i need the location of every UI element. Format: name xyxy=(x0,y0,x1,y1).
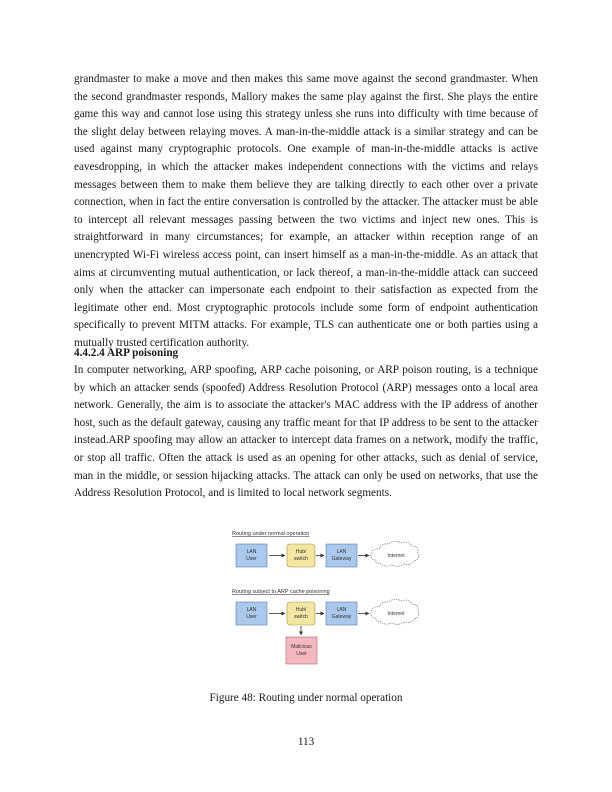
svg-text:User: User xyxy=(246,614,257,620)
malicious-user-box xyxy=(286,637,317,664)
arp-routing-figure xyxy=(226,527,444,675)
lan-user-box-bottom xyxy=(236,602,267,625)
svg-text:LAN: LAN xyxy=(336,549,347,555)
svg-text:User: User xyxy=(296,651,307,657)
svg-text:Internet: Internet xyxy=(387,611,405,617)
section-heading-arp-poisoning: 4.4.2.4 ARP poisoning xyxy=(74,347,179,359)
svg-text:Internet: Internet xyxy=(387,553,405,559)
figure-top-title: Routing under normal operation xyxy=(232,531,310,537)
svg-text:LAN: LAN xyxy=(246,607,257,613)
svg-text:Malicious: Malicious xyxy=(291,644,312,650)
figure-caption: Figure 48: Routing under normal operation xyxy=(209,692,403,704)
svg-text:switch: switch xyxy=(294,614,308,620)
svg-text:LAN: LAN xyxy=(246,549,257,555)
lan-user-box-top xyxy=(236,544,267,567)
internet-cloud-bottom xyxy=(371,599,419,624)
svg-text:Hub/: Hub/ xyxy=(295,607,307,613)
body-paragraph-mitm: grandmaster to make a move and then makes this same move against the second grandmaster. When the second grandmaster responds, Mallory makes the same play against the first. She plays the entire game this way and cannot lose using this strategy unless she runs into difficulty with time because of the slight delay between relaying moves. A man-in-the-middle attack is a similar strategy and can be used against many cryptographic protocols. One example of man-in-the-middle attacks is active eavesdropping, in which the attacker makes independent connections with the victims and relays messages between them to make them believe they are talking directly to each other over a private connection, when in fact the entire conversation is controlled by the attacker. The attacker must be able to intercept all relevant messages passing between the two victims and inject new ones. This is straightforward in many circumstances; for example, an attacker within reception range of an unencrypted Wi-Fi wireless access point, can insert himself as a man-in-the-middle. As an attack that aims at circumventing mutual authentication, or lack thereof, a man-in-the-middle attack can succeed only when the attacker can impersonate each endpoint to their satisfaction as expected from the legitimate other end. Most cryptographic protocols include some form of endpoint authentication specifically to prevent MITM attacks. For example, TLS can authenticate one or both parties using a mutually trusted certification authority. xyxy=(74,73,538,349)
svg-text:Hub/: Hub/ xyxy=(295,549,307,555)
figure-bottom-title: Routing subject to ARP cache poisoning xyxy=(232,589,330,595)
hub-switch-box-bottom xyxy=(287,602,315,625)
svg-text:User: User xyxy=(246,556,257,562)
svg-text:LAN: LAN xyxy=(336,607,347,613)
svg-text:Gateway: Gateway xyxy=(331,614,352,620)
page-number: 113 xyxy=(297,736,315,748)
svg-text:Gateway: Gateway xyxy=(331,556,352,562)
lan-gateway-box-bottom xyxy=(326,602,357,625)
hub-switch-box-top xyxy=(287,544,315,567)
body-paragraph-arp: In computer networking, ARP spoofing, ARP cache poisoning, or ARP poison routing, is a technique by which an attacker sends (spoofed) Address Resolution Protocol (ARP) messages onto a local area network. Generally, the aim is to associate the attacker's MAC address with the IP address of another host, such as the default gateway, causing any traffic meant for that IP address to be sent to the attacker instead.ARP spoofing may allow an attacker to intercept data frames on a network, modify the traffic, or stop all traffic. Often the attack is used as an opening for other attacks, such as denial of service, man in the middle, or session hijacking attacks. The attack can only be used on networks, that use the Address Resolution Protocol, and is limited to local network segments. xyxy=(74,364,538,500)
lan-gateway-box-top xyxy=(326,544,357,567)
svg-text:switch: switch xyxy=(294,556,308,562)
internet-cloud-top xyxy=(371,541,419,566)
